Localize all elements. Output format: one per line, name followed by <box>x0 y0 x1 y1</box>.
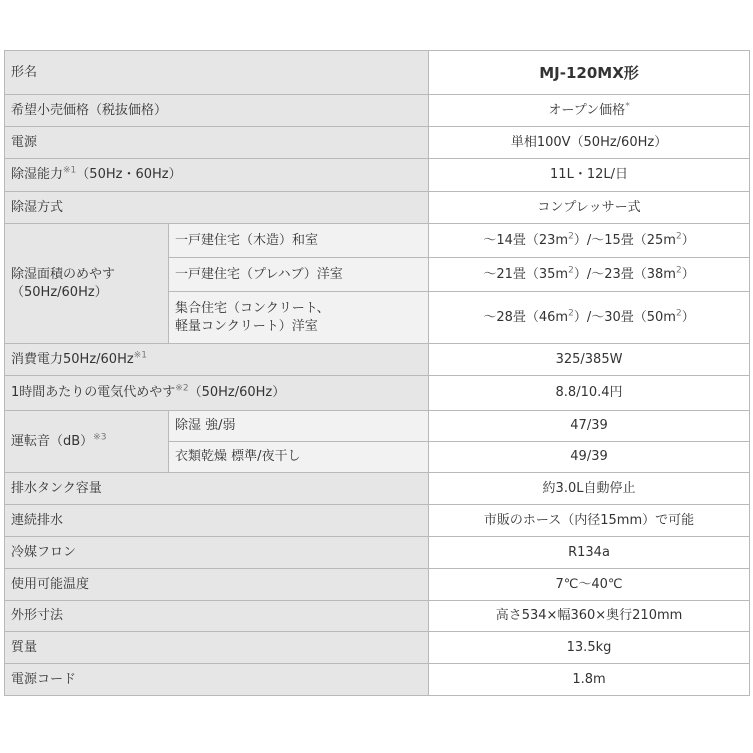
weight-label: 質量 <box>5 632 429 664</box>
noise-label-text: 運転音（dB） <box>11 433 94 449</box>
noise-note: ※3 <box>93 432 107 443</box>
electricity-cost-label-text: 1時間あたりの電気代めやす <box>11 385 176 400</box>
table-row-weight <box>5 632 750 664</box>
consumption-note: ※1 <box>133 350 147 361</box>
capacity-label <box>5 159 429 192</box>
area-label-line1: 除湿面積のめやす <box>11 266 116 282</box>
electricity-cost-value: 8.8/10.4円 <box>429 376 750 411</box>
temperature-value: 7℃～40℃ <box>429 569 750 601</box>
capacity-label-suffix: （50Hz・60Hz） <box>76 167 182 182</box>
noise-label <box>5 411 169 473</box>
noise-sub-label-2: 衣類乾燥 標準/夜干し <box>169 442 429 473</box>
area-value-3-c: ） <box>681 309 695 325</box>
noise-sub-label-1: 除湿 強/弱 <box>169 411 429 442</box>
area-value-1-b: ）/～15畳（25m <box>573 232 676 248</box>
area-value-1-c: ） <box>681 232 695 248</box>
noise-value-1: 47/39 <box>429 411 750 442</box>
noise-value-2: 49/39 <box>429 442 750 473</box>
tank-label: 排水タンク容量 <box>5 473 429 505</box>
consumption-value: 325/385W <box>429 344 750 376</box>
area-value-3-sq1: 2 <box>568 308 574 319</box>
drain-value: 市販のホース（内径15mm）で可能 <box>429 505 750 537</box>
method-value: コンプレッサー式 <box>429 192 750 224</box>
dimensions-value: 高さ534×幅360×奥行210mm <box>429 601 750 632</box>
dimensions-label: 外形寸法 <box>5 601 429 632</box>
price-value <box>429 95 750 127</box>
electricity-cost-note: ※2 <box>175 383 189 394</box>
table-row-power-source <box>5 127 750 159</box>
temperature-label: 使用可能温度 <box>5 569 429 601</box>
price-value-text: オープン価格 <box>548 102 626 118</box>
consumption-label <box>5 344 429 376</box>
capacity-value: 11L・12L/日 <box>429 159 750 192</box>
cord-label: 電源コード <box>5 664 429 696</box>
electricity-cost-label-suffix: （50Hz/60Hz） <box>188 385 286 400</box>
tank-value: 約3.0L自動停止 <box>429 473 750 505</box>
area-value-2-b: ）/～23畳（38m <box>573 266 676 282</box>
table-row-model <box>5 51 750 95</box>
table-row-electricity-cost <box>5 376 750 411</box>
weight-value: 13.5kg <box>429 632 750 664</box>
refrigerant-value: R134a <box>429 537 750 569</box>
model-value: MJ-120MX形 <box>429 51 750 95</box>
table-row-dimensions <box>5 601 750 632</box>
model-label: 形名 <box>5 51 429 95</box>
area-label <box>5 224 169 344</box>
area-sub-label-1: 一戸建住宅（木造）和室 <box>169 224 429 258</box>
table-row-area-1 <box>5 224 750 258</box>
cord-value: 1.8m <box>429 664 750 696</box>
table-row-temperature <box>5 569 750 601</box>
power-source-value: 単相100V（50Hz/60Hz） <box>429 127 750 159</box>
drain-label: 連続排水 <box>5 505 429 537</box>
area-value-2-c: ） <box>681 266 695 282</box>
spec-table <box>4 50 750 696</box>
refrigerant-label: 冷媒フロン <box>5 537 429 569</box>
table-row-refrigerant <box>5 537 750 569</box>
capacity-label-text: 除湿能力 <box>11 167 64 182</box>
table-row-consumption <box>5 344 750 376</box>
area-value-3-a: ～28畳（46m <box>483 309 569 325</box>
table-row-noise-1 <box>5 411 750 442</box>
area-value-2 <box>429 258 750 292</box>
price-mark: * <box>625 101 630 112</box>
consumption-label-text: 消費電力50Hz/60Hz <box>11 351 134 367</box>
table-row-tank <box>5 473 750 505</box>
table-row-cord <box>5 664 750 696</box>
table-row-capacity <box>5 159 750 192</box>
method-label: 除湿方式 <box>5 192 429 224</box>
area-sub-label-2: 一戸建住宅（プレハブ）洋室 <box>169 258 429 292</box>
area-value-3-sq2: 2 <box>675 308 682 319</box>
area-sub-label-3 <box>169 292 429 344</box>
area-value-1 <box>429 224 750 258</box>
table-row-method <box>5 192 750 224</box>
area-value-1-sq1: 2 <box>568 231 574 242</box>
area-value-2-sq2: 2 <box>675 265 682 276</box>
area-sub-label-3-line2: 軽量コンクリート）洋室 <box>175 318 318 334</box>
area-value-3-b: ）/～30畳（50m <box>573 309 676 325</box>
area-value-2-sq1: 2 <box>568 265 574 276</box>
area-sub-label-3-line1: 集合住宅（コンクリート、 <box>175 300 330 316</box>
area-value-2-a: ～21畳（35m <box>483 266 569 282</box>
price-label: 希望小売価格（税抜価格） <box>5 95 429 127</box>
electricity-cost-label <box>5 376 429 411</box>
area-value-3 <box>429 292 750 344</box>
area-label-line2: （50Hz/60Hz） <box>11 284 108 300</box>
capacity-note: ※1 <box>63 165 77 176</box>
area-value-1-a: ～14畳（23m <box>483 232 569 248</box>
table-row-price <box>5 95 750 127</box>
area-value-1-sq2: 2 <box>675 231 682 242</box>
power-source-label: 電源 <box>5 127 429 159</box>
table-row-drain <box>5 505 750 537</box>
